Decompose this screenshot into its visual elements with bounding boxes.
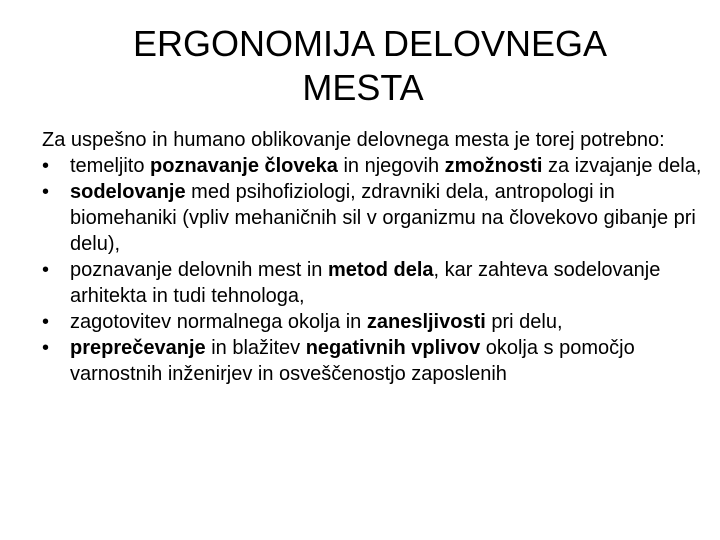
bullet-text: in njegovih <box>337 155 445 177</box>
bullet-text: , kar zahteva sodelovanje arhitekta in tudi tehnologa, <box>70 259 661 307</box>
bullet-emphasis: negativnih vplivov <box>305 337 481 359</box>
bullet-emphasis: preprečevanje <box>70 337 206 359</box>
slide-title-line-2: MESTA <box>302 67 424 108</box>
bullet-icon: • <box>42 181 50 203</box>
bullet-text: okolja s pomočjo varnostnih inženirjev in osveščenostjo zaposlenih <box>70 337 635 385</box>
bullet-item-metod-dela <box>42 257 702 309</box>
bullet-list <box>42 153 702 387</box>
bullet-item-poznavanje-cloveka <box>42 153 702 179</box>
slide-title-line-1: ERGONOMIJA DELOVNEGA <box>132 23 608 64</box>
bullet-item-preprecevanje <box>42 335 702 387</box>
bullet-icon: • <box>42 337 50 359</box>
bullet-icon: • <box>42 155 50 177</box>
intro-text: Za uspešno in humano oblikovanje delovnega mesta je torej potrebno: <box>42 129 665 151</box>
bullet-emphasis: zanesljivosti <box>366 311 486 333</box>
bullet-icon: • <box>42 311 50 333</box>
bullet-text: pri delu, <box>485 311 563 333</box>
bullet-text: zagotovitev normalnega okolja in <box>70 311 367 333</box>
slide-body <box>42 127 702 387</box>
bullet-text: poznavanje delovnih mest in <box>70 259 328 281</box>
bullet-emphasis: zmožnosti <box>444 155 543 177</box>
bullet-icon: • <box>42 259 50 281</box>
bullet-item-sodelovanje <box>42 179 702 257</box>
slide-title <box>0 22 720 110</box>
bullet-emphasis: sodelovanje <box>70 181 186 203</box>
bullet-item-zanesljivost <box>42 309 702 335</box>
bullet-text: med psihofiziologi, zdravniki dela, antropologi in biomehaniki (vpliv mehaničnih sil v organizmu na človekovo gibanje pri delu), <box>70 181 696 255</box>
bullet-text: temeljito <box>70 155 151 177</box>
bullet-text: za izvajanje dela, <box>542 155 702 177</box>
bullet-emphasis: poznavanje človeka <box>150 155 338 177</box>
bullet-emphasis: metod dela <box>327 259 434 281</box>
bullet-text: in blažitev <box>205 337 306 359</box>
